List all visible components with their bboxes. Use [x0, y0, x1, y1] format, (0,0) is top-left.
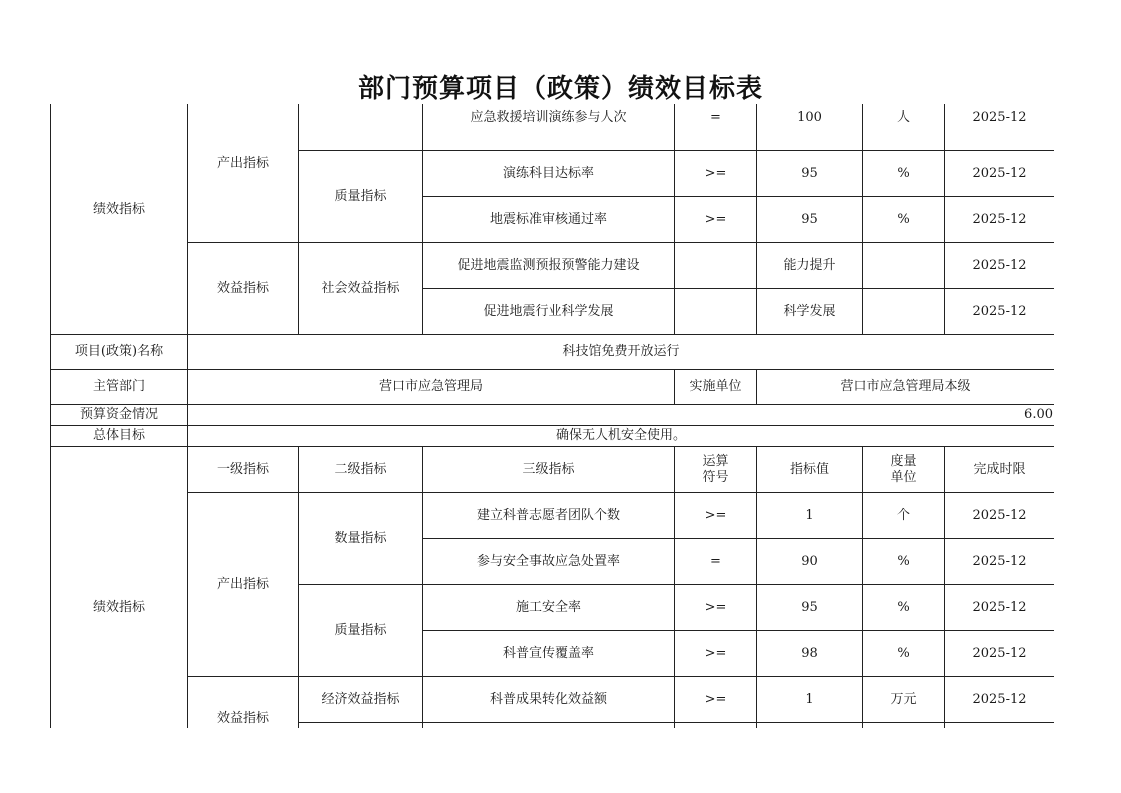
table-row — [51, 405, 1055, 426]
section1-social-label: 社会效益指标 — [299, 243, 423, 335]
indicator-op — [675, 289, 757, 335]
section1-quality-label: 质量指标 — [299, 151, 423, 243]
indicator-unit: % — [863, 197, 945, 243]
indicator-unit — [863, 243, 945, 289]
indicator-op: >= — [675, 151, 757, 197]
indicator-op: >= — [675, 631, 757, 677]
section1-benefit-label: 效益指标 — [188, 243, 299, 335]
header-value: 指标值 — [757, 447, 863, 493]
indicator-op: >= — [675, 493, 757, 539]
section2-quantity-label: 数量指标 — [299, 493, 423, 585]
indicator-deadline: 2025-12 — [945, 585, 1055, 631]
table-row — [51, 677, 1055, 723]
page-title: 部门预算项目（政策）绩效目标表 — [357, 74, 763, 104]
indicator-deadline: 2025-12 — [945, 539, 1055, 585]
indicator-unit: % — [863, 585, 945, 631]
indicator-deadline: 2025-12 — [945, 151, 1055, 197]
continuation-cell — [863, 723, 945, 729]
goal-value: 确保无人机安全使用。 — [188, 426, 1055, 447]
indicator-name: 施工安全率 — [423, 585, 675, 631]
project-name-value: 科技馆免费开放运行 — [188, 335, 1055, 370]
section2-output-label: 产出指标 — [188, 493, 299, 677]
indicator-op — [675, 243, 757, 289]
indicator-deadline: 2025-12 — [945, 289, 1055, 335]
indicator-value: 90 — [757, 539, 863, 585]
indicator-value: 1 — [757, 493, 863, 539]
indicator-deadline: 2025-12 — [945, 493, 1055, 539]
indicator-value: 95 — [757, 585, 863, 631]
section1-quantity-label — [299, 104, 423, 151]
continuation-cell — [757, 723, 863, 729]
indicator-name: 应急救援培训演练参与人次 — [423, 104, 675, 151]
dept-value: 营口市应急管理局 — [188, 370, 675, 405]
indicator-unit: % — [863, 539, 945, 585]
table-header-row — [51, 447, 1055, 493]
indicator-name: 参与安全事故应急处置率 — [423, 539, 675, 585]
indicator-name: 科普成果转化效益额 — [423, 677, 675, 723]
table-row — [51, 426, 1055, 447]
performance-table-viewport — [50, 104, 1054, 728]
indicator-op: = — [675, 539, 757, 585]
section2-quality-label: 质量指标 — [299, 585, 423, 677]
indicator-name: 科普宣传覆盖率 — [423, 631, 675, 677]
indicator-name: 演练科目达标率 — [423, 151, 675, 197]
indicator-name: 促进地震监测预报预警能力建设 — [423, 243, 675, 289]
continuation-cell — [945, 723, 1055, 729]
indicator-deadline: 2025-12 — [945, 631, 1055, 677]
continuation-cell — [299, 723, 423, 729]
indicator-name: 促进地震行业科学发展 — [423, 289, 675, 335]
section2-econ-label: 经济效益指标 — [299, 677, 423, 723]
header-deadline: 完成时限 — [945, 447, 1055, 493]
indicator-value: 100 — [757, 104, 863, 151]
indicator-value: 95 — [757, 151, 863, 197]
budget-value: 6.00 — [188, 405, 1055, 426]
table-row — [51, 335, 1055, 370]
performance-table — [50, 104, 1054, 728]
header-level1: 一级指标 — [188, 447, 299, 493]
dept-label: 主管部门 — [51, 370, 188, 405]
indicator-unit: 万元 — [863, 677, 945, 723]
indicator-name: 建立科普志愿者团队个数 — [423, 493, 675, 539]
indicator-value: 98 — [757, 631, 863, 677]
table-row — [51, 493, 1055, 539]
indicator-deadline: 2025-12 — [945, 243, 1055, 289]
impl-label: 实施单位 — [675, 370, 757, 405]
indicator-value: 能力提升 — [757, 243, 863, 289]
indicator-deadline: 2025-12 — [945, 677, 1055, 723]
budget-label: 预算资金情况 — [51, 405, 188, 426]
indicator-unit — [863, 289, 945, 335]
indicator-op: >= — [675, 585, 757, 631]
header-level3: 三级指标 — [423, 447, 675, 493]
indicator-op: >= — [675, 197, 757, 243]
impl-value: 营口市应急管理局本级 — [757, 370, 1055, 405]
indicator-unit: 人 — [863, 104, 945, 151]
indicator-unit: 个 — [863, 493, 945, 539]
continuation-cell — [675, 723, 757, 729]
goal-label: 总体目标 — [51, 426, 188, 447]
indicator-deadline: 2025-12 — [945, 197, 1055, 243]
header-level2: 二级指标 — [299, 447, 423, 493]
indicator-value: 1 — [757, 677, 863, 723]
header-op: 运算 符号 — [675, 447, 757, 493]
continuation-cell — [423, 723, 675, 729]
section1-first-level: 绩效指标 — [51, 104, 188, 335]
table-row — [51, 104, 1055, 151]
indicator-name: 地震标准审核通过率 — [423, 197, 675, 243]
indicator-value: 95 — [757, 197, 863, 243]
indicator-deadline: 2025-12 — [945, 104, 1055, 151]
indicator-op: >= — [675, 677, 757, 723]
indicator-unit: % — [863, 631, 945, 677]
header-unit: 度量 单位 — [863, 447, 945, 493]
table-row — [51, 370, 1055, 405]
section1-output-label: 产出指标 — [188, 104, 299, 243]
table-row — [51, 243, 1055, 289]
project-name-label: 项目(政策)名称 — [51, 335, 188, 370]
section2-first-level: 绩效指标 — [51, 447, 188, 729]
indicator-op: = — [675, 104, 757, 151]
indicator-unit: % — [863, 151, 945, 197]
section2-benefit-label: 效益指标 — [188, 677, 299, 729]
indicator-value: 科学发展 — [757, 289, 863, 335]
